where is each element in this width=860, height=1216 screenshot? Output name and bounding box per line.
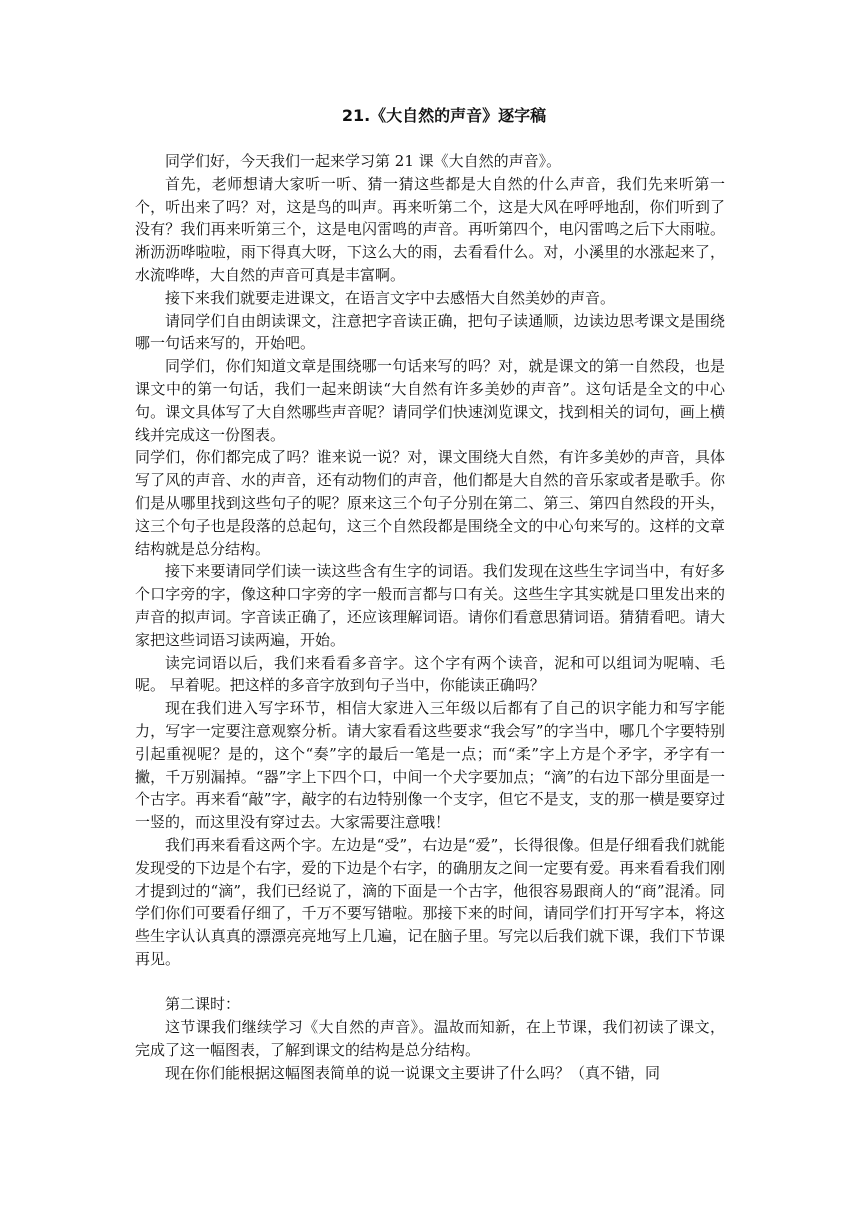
paragraph: 读完词语以后，我们来看看多音字。这个字有两个读音，泥和可以组词为呢喃、毛呢。 早着呢。把这样的多音字放到句子当中，你能读正确吗？ <box>135 653 725 695</box>
paragraph: 接下来要请同学们读一读这些含有生字的词语。我们发现在这些生字词当中，有好多个口字旁的字，像这种口字旁的字一般而言都与口有关。这些生字其实就是口里发出来的声音的拟声词。字音读正确了，还应该理解词语。请你们看意思猜词语。猜猜看吧。请大家把这些词语习读两遍，开始。 <box>135 562 725 649</box>
paragraph: 请同学们自由朗读课文，注意把字音读正确，把句子读通顺，边读边思考课文是围绕哪一句话来写的，开始吧。 <box>135 311 725 353</box>
paragraph: 现在我们进入写字环节，相信大家进入三年级以后都有了自己的识字能力和写字能力，写字一定要注意观察分析。请大家看看这些要求“我会写”的字当中，哪几个字要特别引起重视呢？是的，这个“奏”字的最后一笔是一点；而“柔”字上方是个矛字，矛字有一撇，千万别漏掉。“器”字上下四个口，中间一个犬字要加点；“滴”的右边下部分里面是一个古字。再来看“敲”字，敲字的右边特别像一个支字，但它不是支，支的那一横是要穿过一竖的，而这里没有穿过去。大家需要注意哦！ <box>135 699 725 832</box>
document-page <box>135 104 725 1085</box>
paragraph: 接下来我们就要走进课文，在语言文字中去感悟大自然美妙的声音。 <box>165 288 616 307</box>
document-title: 21.《大自然的声音》逐字稿 <box>341 106 547 125</box>
paragraph: 同学们，你们都完成了吗？谁来说一说？对，课文围绕大自然，有许多美妙的声音，具体写了风的声音、水的声音，还有动物们的声音，他们都是大自然的音乐家或者是歌手。你们是从哪里找到这些句子的呢？原来这三个句子分别在第二、第三、第四自然段的开头，这三个句子也是段落的总起句，这三个自然段都是围绕全文的中心句来写的。这样的文章结构就是总分结构。 <box>135 448 725 558</box>
paragraph: 我们再来看看这两个字。左边是“受”，右边是“爱”，长得很像。但是仔细看我们就能发现受的下边是个右字，爱的下边是个右字，的确朋友之间一定要有爱。再来看看我们刚才提到过的“滴”，我们已经说了，滴的下面是一个古字，他很容易跟商人的“商”混淆。同学们你们可要看仔细了，千万不要写错啦。那接下来的时间，请同学们打开写字本，将这些生字认认真真的漂漂亮亮地写上几遍，记在脑子里。写完以后我们就下课，我们下节课再见。 <box>135 835 725 968</box>
paragraph: 这节课我们继续学习《大自然的声音》。温故而知新，在上节课，我们初读了课文，完成了这一幅图表，了解到课文的结构是总分结构。 <box>135 1018 725 1060</box>
paragraph: 同学们，你们知道文章是围绕哪一句话来写的吗？对，就是课文的第一自然段，也是课文中的第一句话，我们一起来朗读“大自然有许多美妙的声音”。这句话是全文的中心句。课文具体写了大自然哪些声音呢？请同学们快速浏览课文，找到相关的词句，画上横线并完成这一份图表。 <box>135 357 725 444</box>
paragraph: 首先，老师想请大家听一听、猜一猜这些都是大自然的什么声音，我们先来听第一个，听出来了吗？对，这是鸟的叫声。再来听第二个，这是大风在呼呼地刮，你们听到了没有？我们再来听第三个，这是电闪雷鸣的声音。再听第四个，电闪雷鸣之后下大雨啦。淅沥沥哗啦啦，雨下得真大呀，下这么大的雨，去看看什么。对，小溪里的水涨起来了，水流哗哗，大自然的声音可真是丰富啊。 <box>135 174 725 284</box>
paragraph: 现在你们能根据这幅图表简单的说一说课文主要讲了什么吗？（真不错，同 <box>165 1063 661 1082</box>
section-heading: 第二课时： <box>165 995 241 1014</box>
paragraph: 同学们好，今天我们一起来学习第 21 课《大自然的声音》。 <box>165 152 562 170</box>
blank-line <box>135 971 725 994</box>
